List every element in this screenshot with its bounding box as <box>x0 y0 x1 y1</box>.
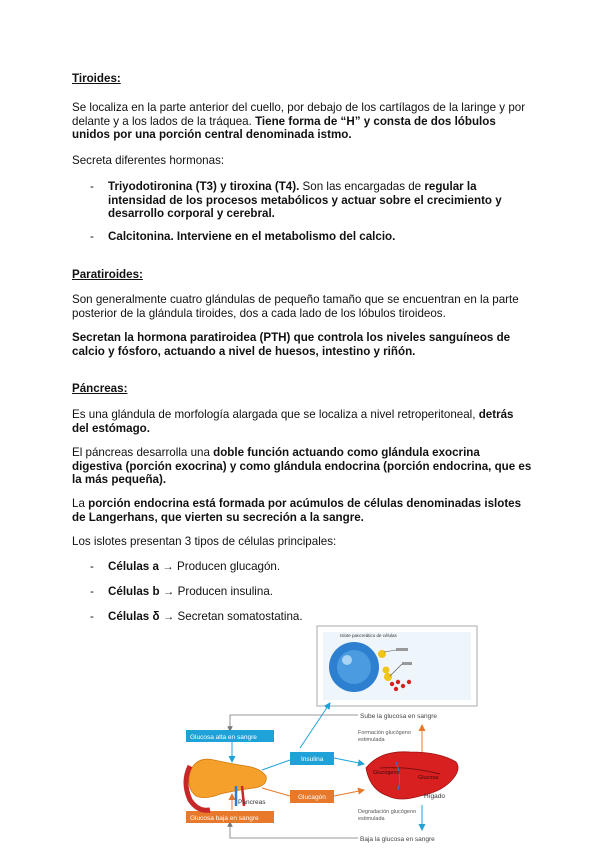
label-insulina: Insulina <box>301 756 324 763</box>
list-dash: - <box>90 610 94 623</box>
label-formacion: Formación glucógeno <box>358 730 411 736</box>
box-glucosa-alta <box>186 730 274 742</box>
label-estimulada-2: estimulada <box>358 816 385 822</box>
box-glucosa-baja <box>186 811 274 823</box>
label-sube-glucosa: Sube la glucosa en sangre <box>360 713 437 720</box>
arrow-glyph: → <box>158 560 177 573</box>
label-glucagon: Glucagón <box>298 794 326 801</box>
pancreas-paragraph-4: Los islotes presentan 3 tipos de células principales: <box>72 535 337 548</box>
cell-desc: Producen insulina. <box>177 585 273 598</box>
cell-name: Células δ <box>108 610 160 623</box>
heading-tiroides: Tiroides: <box>72 72 121 85</box>
islet-inset <box>317 626 477 706</box>
paratiroides-paragraph-2: Secretan la hormona paratiroidea (PTH) que controla los niveles sanguíneos de calcio y fósforo, actuando a nivel de huesos, intestino y riñón. <box>72 331 511 358</box>
pancreas-to-glucagon-line <box>262 788 290 796</box>
text-bold: porción endocrina está formada por acúmulos de células denominadas islotes de Langerhans, que vierten su secreción a la sangre. <box>72 497 522 524</box>
text-bold: regular la intensidad de los procesos metabólicos y actuar sobre el crecimiento y desarrollo corporal y cerebral. <box>108 180 502 221</box>
cell-desc: Secretan somatostatina. <box>177 610 303 623</box>
cell-name: Células b <box>108 585 160 598</box>
label-higado: Hígado <box>424 793 445 800</box>
label-glucogeno: Glucógeno <box>373 770 400 776</box>
paratiroides-paragraph-1: Son generalmente cuatro glándulas de pequeño tamaño que se encuentran en la parte posterior de la glándula tiroides, dos a cada lado de los lóbulos tiroideos. <box>72 293 519 320</box>
text-bold: doble función actuando como glándula exocrina digestiva (porción exocrina) y como glándula endocrina (porción endocrina, que es la más pequeña). <box>72 446 532 487</box>
text-bold: Triyodotironina (T3) y tiroxina (T4). <box>108 180 300 193</box>
text-span: La <box>72 497 89 510</box>
text-span: El páncreas desarrolla una <box>72 446 214 459</box>
heading-pancreas: Páncreas: <box>72 382 128 395</box>
list-dash: - <box>90 230 94 243</box>
list-dash: - <box>90 585 94 598</box>
glucagon-to-liver-arrow <box>334 790 364 796</box>
text-bold: Tiene forma de “H” y consta de dos lóbulos unidos por una porción central denominada istmo. <box>72 114 496 142</box>
list-dash: - <box>90 560 94 573</box>
pancreas-to-insulin-line <box>262 760 290 770</box>
arrow-glyph: → <box>159 610 178 623</box>
text-span: Son las encargadas de <box>299 180 425 193</box>
label-estimulada-1: estimulada <box>358 737 385 743</box>
insulin-to-liver-arrow <box>334 758 364 764</box>
label-glucosa-alta: Glucosa alta en sangre <box>190 734 257 741</box>
liver-illustration <box>366 752 458 800</box>
cell-name: Células a <box>108 560 159 573</box>
insulin-to-islet-arrow <box>300 703 330 748</box>
label-glucosa-baja: Glucosa baja en sangre <box>190 815 259 822</box>
label-glucosa: Glucosa <box>418 775 439 781</box>
label-baja-glucosa: Baja la glucosa en sangre <box>360 836 435 843</box>
text-span: Es una glándula de morfología alargada que se localiza a nivel retroperitoneal, <box>72 408 479 421</box>
heading-paratiroides: Paratiroides: <box>72 268 143 281</box>
label-degradacion: Degradación glucógeno <box>358 809 417 815</box>
inset-title: Islote pancreático de células <box>340 633 397 638</box>
cell-desc: Producen glucagón. <box>176 560 281 573</box>
box-insulina <box>290 752 334 765</box>
tiroides-paragraph-2: Secreta diferentes hormonas: <box>72 154 225 167</box>
arrow-glyph: → <box>159 585 178 598</box>
text-span: Se localiza en la parte anterior del cuello, por debajo de los cartílagos de la laringe y por delante y a los lados de la tráquea. <box>72 101 526 128</box>
feedback-line-top <box>230 715 358 731</box>
list-dash: - <box>90 180 94 193</box>
text-bold: Calcitonina. Interviene en el metabolismo del calcio. <box>108 230 396 243</box>
pancreas-illustration <box>186 759 266 810</box>
label-pancreas: Páncreas <box>238 799 266 806</box>
box-glucagon <box>290 790 334 803</box>
feedback-line-bottom <box>230 822 358 838</box>
text-bold: detrás del estómago. <box>72 408 514 435</box>
